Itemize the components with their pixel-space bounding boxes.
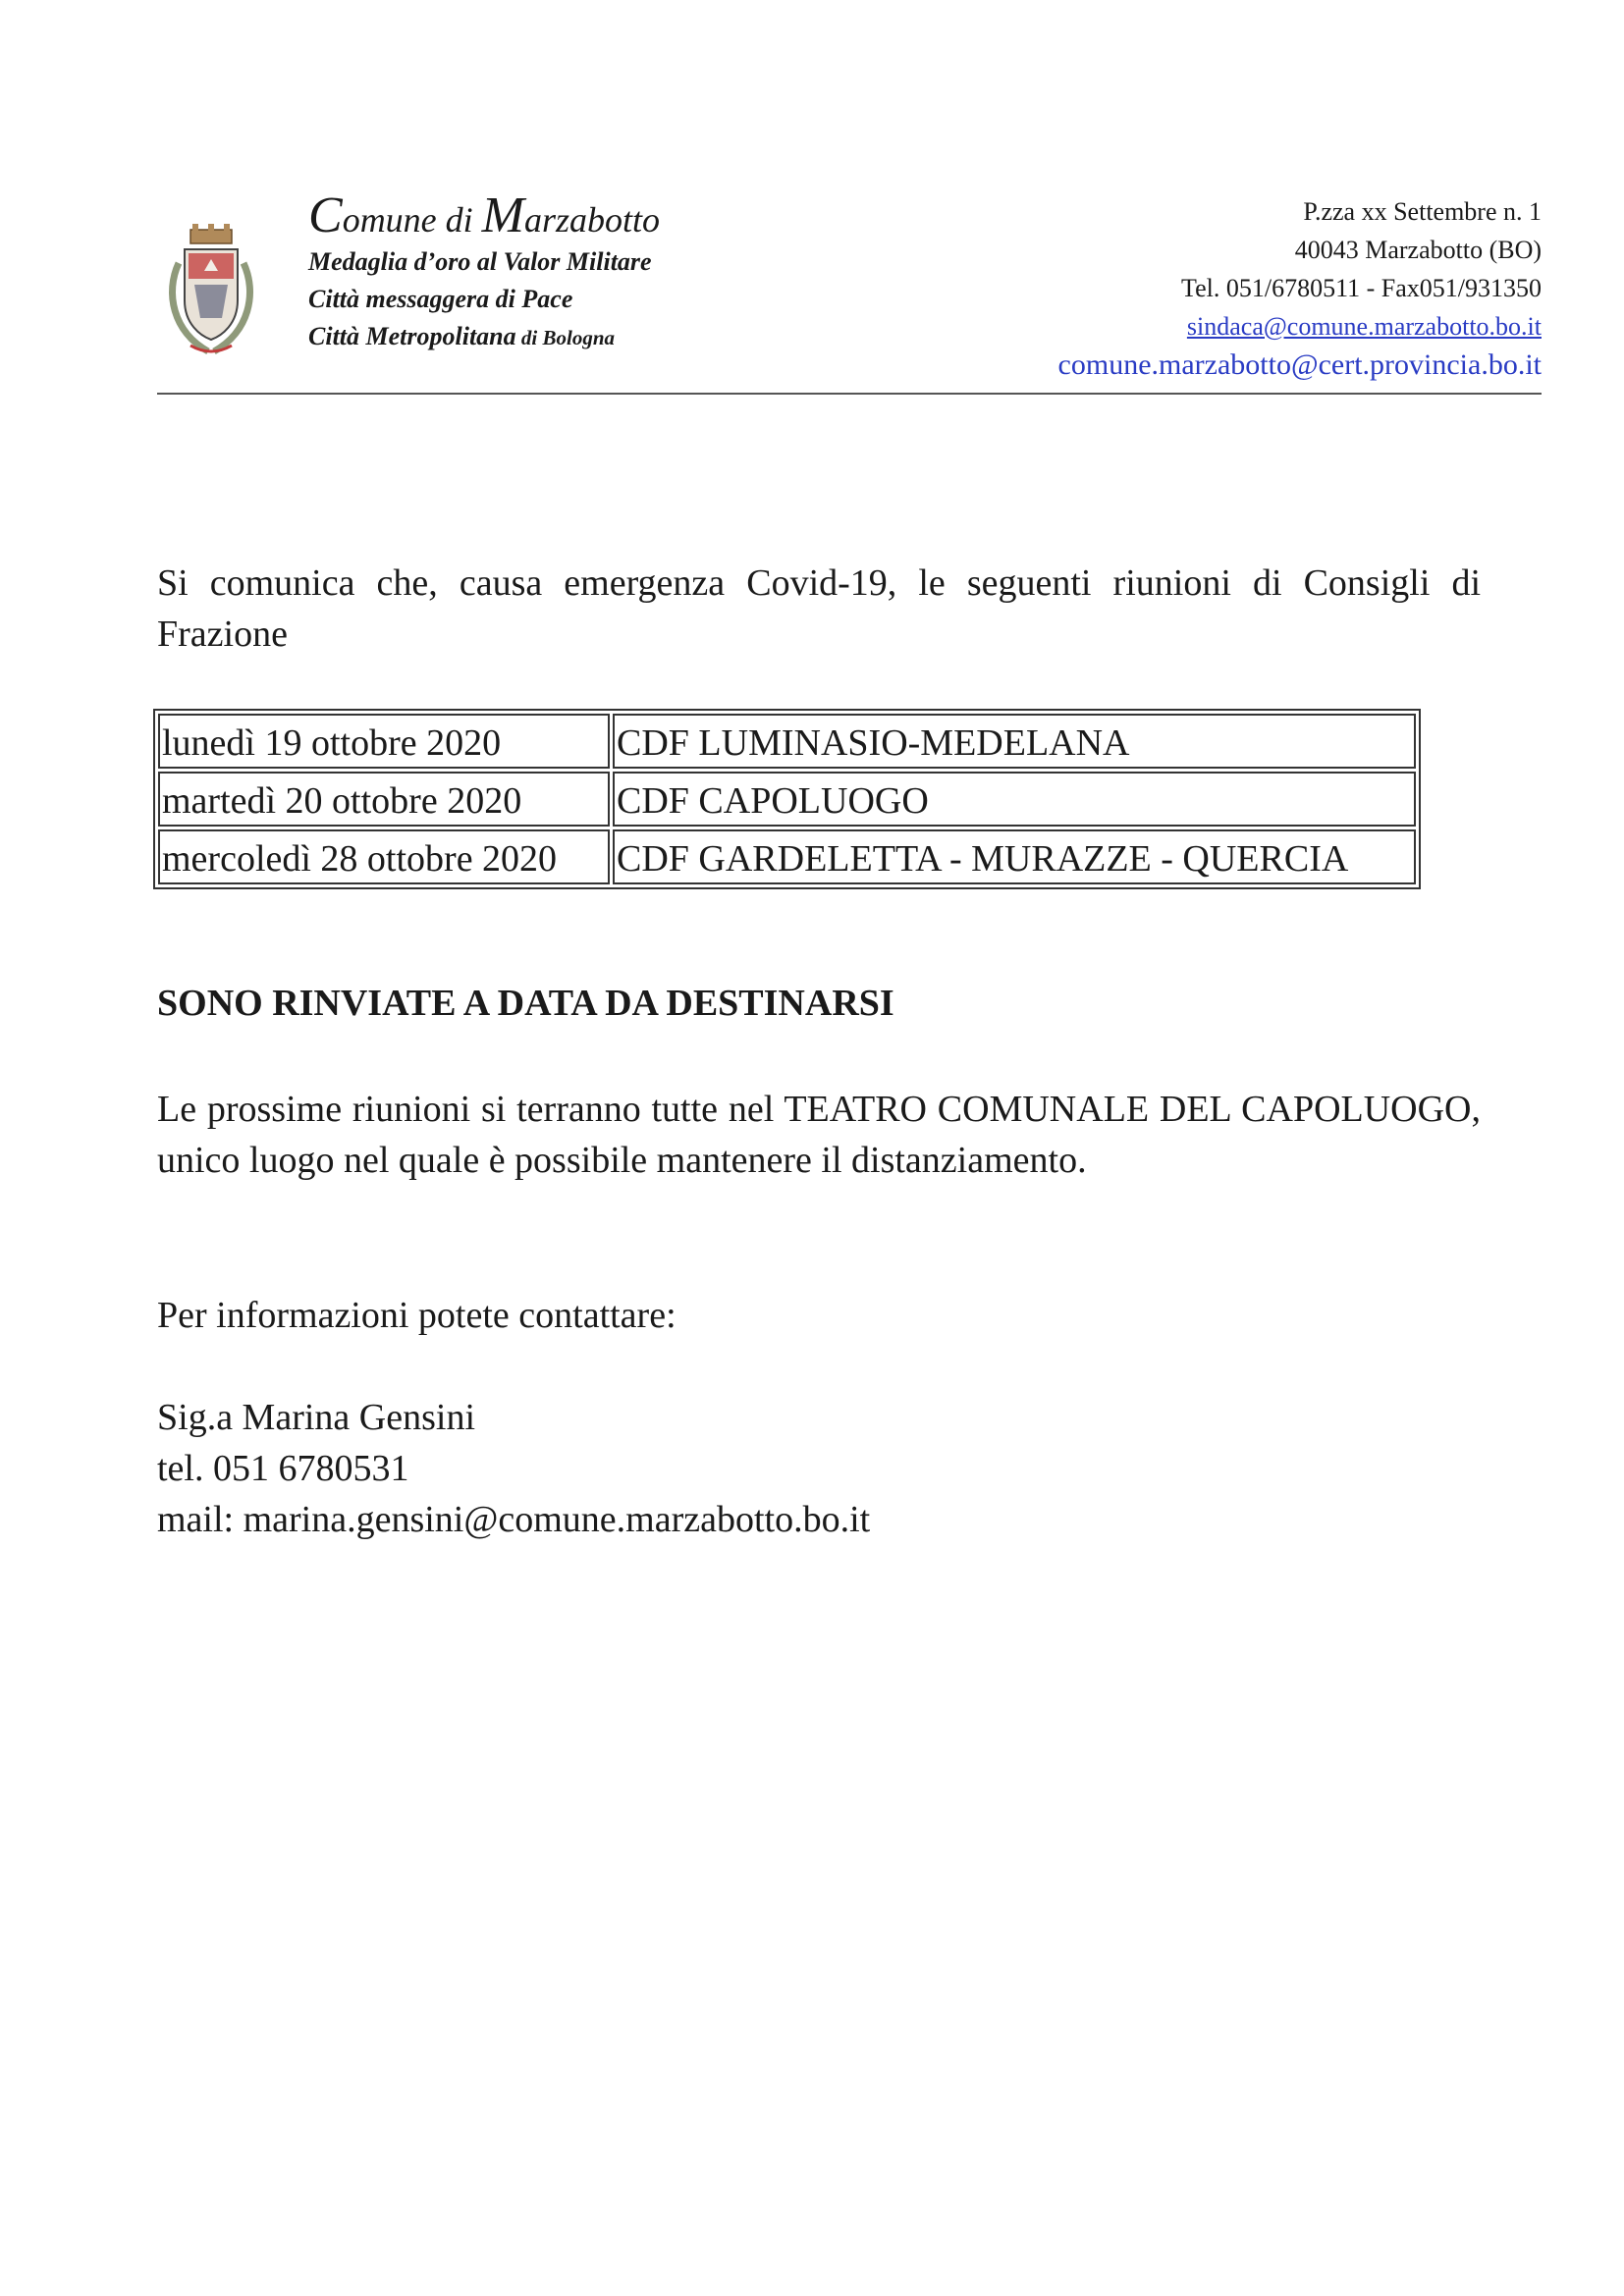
table-row [158,829,1416,884]
meeting-council: CDF LUMINASIO-MEDELANA [613,714,1416,769]
motto-metropolitan: Città Metropolitana di Bologna [308,322,616,350]
meeting-date: martedì 20 ottobre 2020 [158,772,610,827]
phone-fax: Tel. 051/6780511 - Fax051/931350 [1181,274,1542,302]
info-label: Per informazioni potete contattare: [157,1295,677,1336]
address: P.zza xx Settembre n. 1 [1303,197,1542,226]
organization-name: Comune di Marzabotto [308,187,661,243]
municipal-crest-icon [165,224,257,359]
meeting-date: lunedì 19 ottobre 2020 [158,714,610,769]
venue-paragraph: Le prossime riunioni si terranno tutte nel TEATRO COMUNALE DEL CAPOLUOGO, unico luogo nel quale è possibile mantenere il distanziamento. [157,1089,1481,1181]
contact-name: Sig.a Marina Gensini [157,1397,476,1438]
email-link[interactable]: sindaca@comune.marzabotto.bo.it [1186,312,1542,341]
letterhead-organization [308,187,858,356]
contact-mail[interactable]: mail: marina.gensini@comune.marzabotto.bo.it [157,1499,871,1540]
table-row [158,714,1416,769]
postponed-notice: SONO RINVIATE A DATA DA DESTINARSI [157,983,894,1024]
contact-phone: tel. 051 6780531 [157,1448,409,1489]
meetings-table [153,709,1421,889]
intro-paragraph: Si comunica che, causa emergenza Covid-19, le seguenti riunioni di Consigli di Frazione [157,562,1481,655]
letterhead-divider [157,393,1542,395]
letterhead-contacts [913,192,1542,385]
meeting-council: CDF GARDELETTA - MURAZZE - QUERCIA [613,829,1416,884]
meeting-council: CDF CAPOLUOGO [613,772,1416,827]
pec-link[interactable]: comune.marzabotto@cert.provincia.bo.it [1057,348,1542,381]
meeting-date: mercoledì 28 ottobre 2020 [158,829,610,884]
motto-peace: Città messaggera di Pace [308,285,573,313]
contact-person [157,1392,870,1545]
motto-gold-medal: Medaglia d’oro al Valor Militare [308,247,652,276]
city: 40043 Marzabotto (BO) [1294,236,1542,264]
table-row [158,772,1416,827]
